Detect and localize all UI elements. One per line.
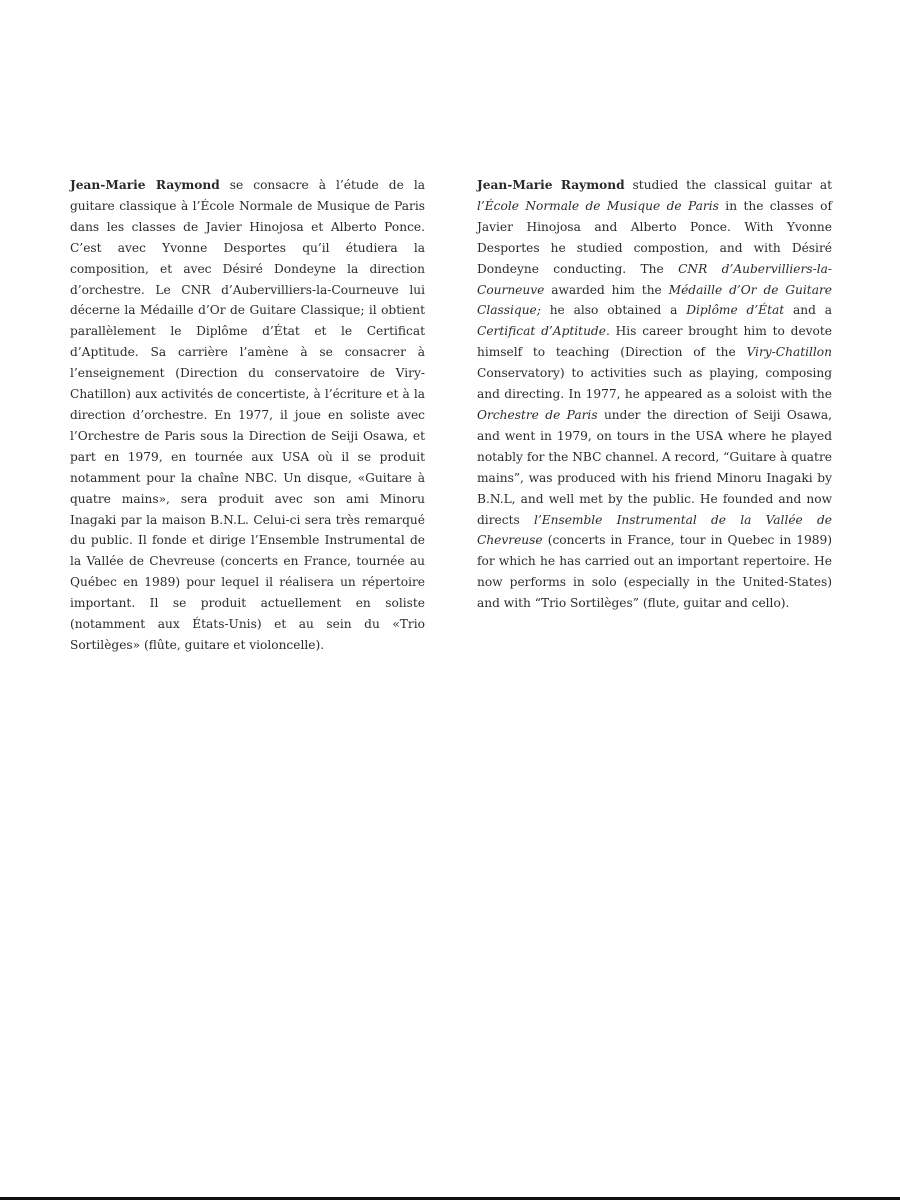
french-biography-column bbox=[70, 175, 425, 656]
english-bio-text-6: . His career brought him to devote himself to teaching (Direction of the bbox=[477, 324, 832, 360]
english-bio-text-5: and a bbox=[784, 303, 833, 318]
french-biography-paragraph bbox=[70, 175, 425, 656]
english-biography-column bbox=[477, 175, 832, 614]
english-bio-text-8: under the direction of Seiji Osawa, and went in 1979, on tours in the USA where he played notably for the NBC channel. A record, “Guitare à quatre mains”, was produced with his friend Minoru Inagaki by B.N.L, and well met by the public. He founded and now directs bbox=[477, 407, 832, 527]
english-bio-italic-6: Viry-Chatillon bbox=[746, 345, 832, 360]
english-bio-italic-5: Certificat d’Aptitude bbox=[477, 324, 606, 339]
english-bio-text-1: studied the classical guitar at bbox=[624, 178, 832, 192]
english-biography-paragraph bbox=[477, 175, 832, 614]
english-bio-text-7: Conservatory) to activities such as playing, composing and directing. In 1977, he appeared as a soloist with the bbox=[477, 366, 832, 402]
english-bio-italic-8: l’Ensemble Instrumental de la Vallée de Chevreuse bbox=[477, 512, 832, 548]
english-bio-text-2: in the classes of Javier Hinojosa and Alberto Ponce. With Yvonne Desportes he studied compostion, and with Désiré Dondeyne conducting. The bbox=[477, 198, 832, 276]
english-bio-text-9: (concerts in France, tour in Quebec in 1989) for which he has carried out an important repertoire. He now performs in solo (especially in the United-States) and with “Trio Sortilèges” (flute, guitar and cello). bbox=[477, 533, 832, 611]
french-bio-name: Jean-Marie Raymond bbox=[70, 178, 220, 192]
english-bio-name: Jean-Marie Raymond bbox=[477, 178, 625, 192]
english-bio-text-4: he also obtained a bbox=[540, 303, 687, 318]
english-bio-text-3: awarded him the bbox=[544, 282, 669, 297]
english-bio-italic-7: Orchestre de Paris bbox=[477, 407, 598, 422]
english-bio-italic-2: CNR d’Aubervilliers-la-Courneuve bbox=[477, 261, 832, 297]
english-bio-italic-1: l’École Normale de Musique de Paris bbox=[477, 198, 719, 213]
english-bio-italic-4: Diplôme d’État bbox=[686, 303, 785, 318]
french-bio-text: se consacre à l’étude de la guitare classique à l’École Normale de Musique de Paris dans les classes de Javier Hinojosa et Alberto Ponce. C’est avec Yvonne Desportes qu’il étudiera la composition, et avec Désiré Dondeyne la direction d’orchestre. Le CNR d’Aubervilliers-la-Courneuve lui décerne la Médaille d’Or de Guitare Classique; il obtient parallèlement le Diplôme d’État et le Certificat d’Aptitude. Sa carrière l’amène à se consacrer à l’enseignement (Direction du conservatoire de Viry-Chatillon) aux activités de concertiste, à l’écriture et à la direction d’orchestre. En 1977, il joue en soliste avec l’Orchestre de Paris sous la Direction de Seiji Osawa, et part en 1979, en tournée aux USA où il se produit notamment pour la chaîne NBC. Un disque, «Guitare à quatre mains», sera produit avec son ami Minoru Inagaki par la maison B.N.L. Celui-ci sera très remarqué du public. Il fonde et dirige l’Ensemble Instrumental de la Vallée de Chevreuse (concerts en France, tournée au Québec en 1989) pour lequel il réalisera un répertoire important. Il se produit actuellement en soliste (notamment aux États-Unis) et au sein du «Trio Sortilèges» (flûte, guitare et violoncelle). bbox=[70, 178, 425, 652]
english-bio-italic-3: Médaille d’Or de Guitare Classique; bbox=[477, 282, 832, 318]
